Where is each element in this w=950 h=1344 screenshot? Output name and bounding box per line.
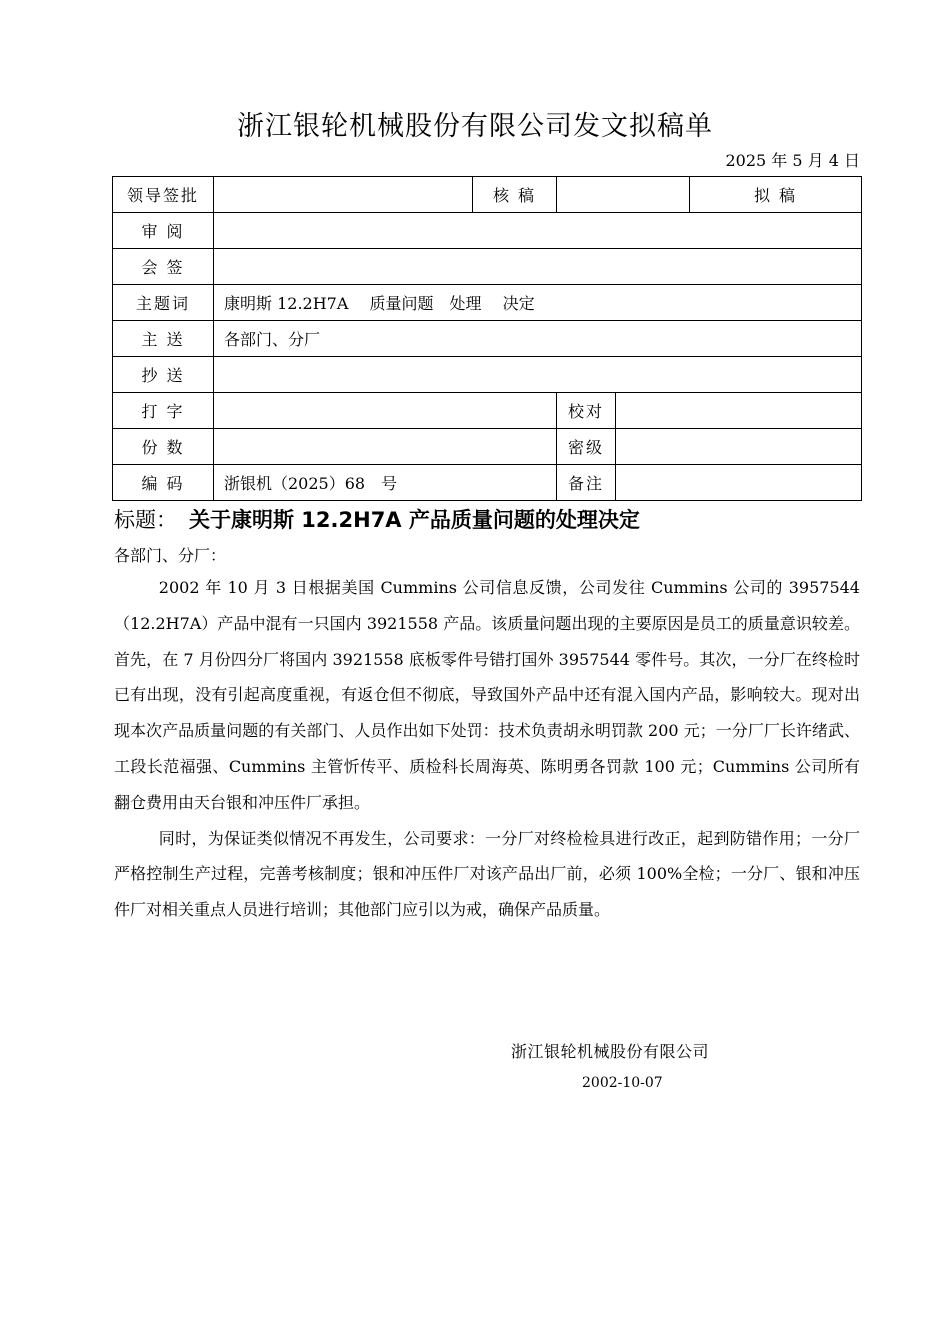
document-heading: [114, 504, 640, 534]
form-row-copies: [113, 429, 862, 465]
document-body: [114, 570, 860, 928]
subject-words-field[interactable]: 康明斯 12.2H7A 质量问题 处理 决定: [214, 285, 862, 321]
cc-field[interactable]: [214, 357, 862, 393]
form-row-leader: [113, 177, 862, 213]
signature-date: 2002-10-07: [582, 1075, 663, 1091]
form-row-send-to: [113, 321, 862, 357]
code-field[interactable]: 浙银机（2025）68 号: [214, 465, 557, 501]
body-paragraph: 同时，为保证类似情况不再发生，公司要求：一分厂对终检检具进行改正，起到防错作用；一分厂严格控制生产过程，完善考核制度；银和冲压件厂对该产品出厂前，必须 100%全检；一分厂、银和冲压件厂对相关重点人员进行培训；其他部门应引以为戒，确保产品质量。: [114, 828, 860, 920]
review-field[interactable]: [214, 213, 862, 249]
remarks-label: 备注: [557, 465, 616, 501]
heading-prefix: 标题：: [114, 508, 177, 532]
remarks-field[interactable]: [616, 465, 862, 501]
countersign-label: 会 签: [113, 249, 214, 285]
heading-text: 关于康明斯 12.2H7A 产品质量问题的处理决定: [189, 508, 640, 532]
check-label: 核 稿: [473, 177, 557, 213]
draft-label: 拟 稿: [690, 177, 862, 213]
form-row-review: [113, 213, 862, 249]
recipient-line: 各部门、分厂：: [114, 546, 227, 565]
secrecy-label: 密级: [557, 429, 616, 465]
cc-label: 抄 送: [113, 357, 214, 393]
send-to-field[interactable]: 各部门、分厂: [214, 321, 862, 357]
check-field[interactable]: [557, 177, 690, 213]
draft-date: 2025 年 5 月 4 日: [725, 151, 860, 170]
copies-label: 份 数: [113, 429, 214, 465]
form-row-cc: [113, 357, 862, 393]
typing-field[interactable]: [214, 393, 557, 429]
send-to-label: 主 送: [113, 321, 214, 357]
code-label: 编 码: [113, 465, 214, 501]
countersign-field[interactable]: [214, 249, 862, 285]
leader-sign-label: 领导签批: [113, 177, 214, 213]
page-title: 浙江银轮机械股份有限公司发文拟稿单: [237, 111, 713, 142]
form-row-typing: [113, 393, 862, 429]
leader-sign-field[interactable]: [214, 177, 473, 213]
body-paragraph: 2002 年 10 月 3 日根据美国 Cummins 公司信息反馈，公司发往 Cummins 公司的 3957544（12.2H7A）产品中混有一只国内 3921558 产品。该质量问题出现的主要原因是员工的质量意识较差。首先，在 7 月份四分厂将国内 3921558 底板零件号错打国外 3957544 零件号。其次，一分厂在终检时已有出现，没有引起高度重视，有返仓但不彻底，导致国外产品中还有混入国内产品，影响较大。现对出现本次产品质量问题的有关部门、人员作出如下处罚：技术负责胡永明罚款 200 元；一分厂厂长许绪武、工段长范福强、Cummins 主管忻传平、质检科长周海英、陈明勇各罚款 100 元；Cummins 公司所有翻仓费用由天台银和冲压件厂承担。: [114, 578, 860, 812]
proofread-label: 校对: [557, 393, 616, 429]
signature-company: 浙江银轮机械股份有限公司: [511, 1042, 710, 1061]
proofread-field[interactable]: [616, 393, 862, 429]
copies-field[interactable]: [214, 429, 557, 465]
form-row-code: [113, 465, 862, 501]
review-label: 审 阅: [113, 213, 214, 249]
form-row-countersign: [113, 249, 862, 285]
form-row-subject-words: [113, 285, 862, 321]
typing-label: 打 字: [113, 393, 214, 429]
subject-words-label: 主题词: [113, 285, 214, 321]
secrecy-field[interactable]: [616, 429, 862, 465]
draft-form-table: [112, 176, 862, 501]
